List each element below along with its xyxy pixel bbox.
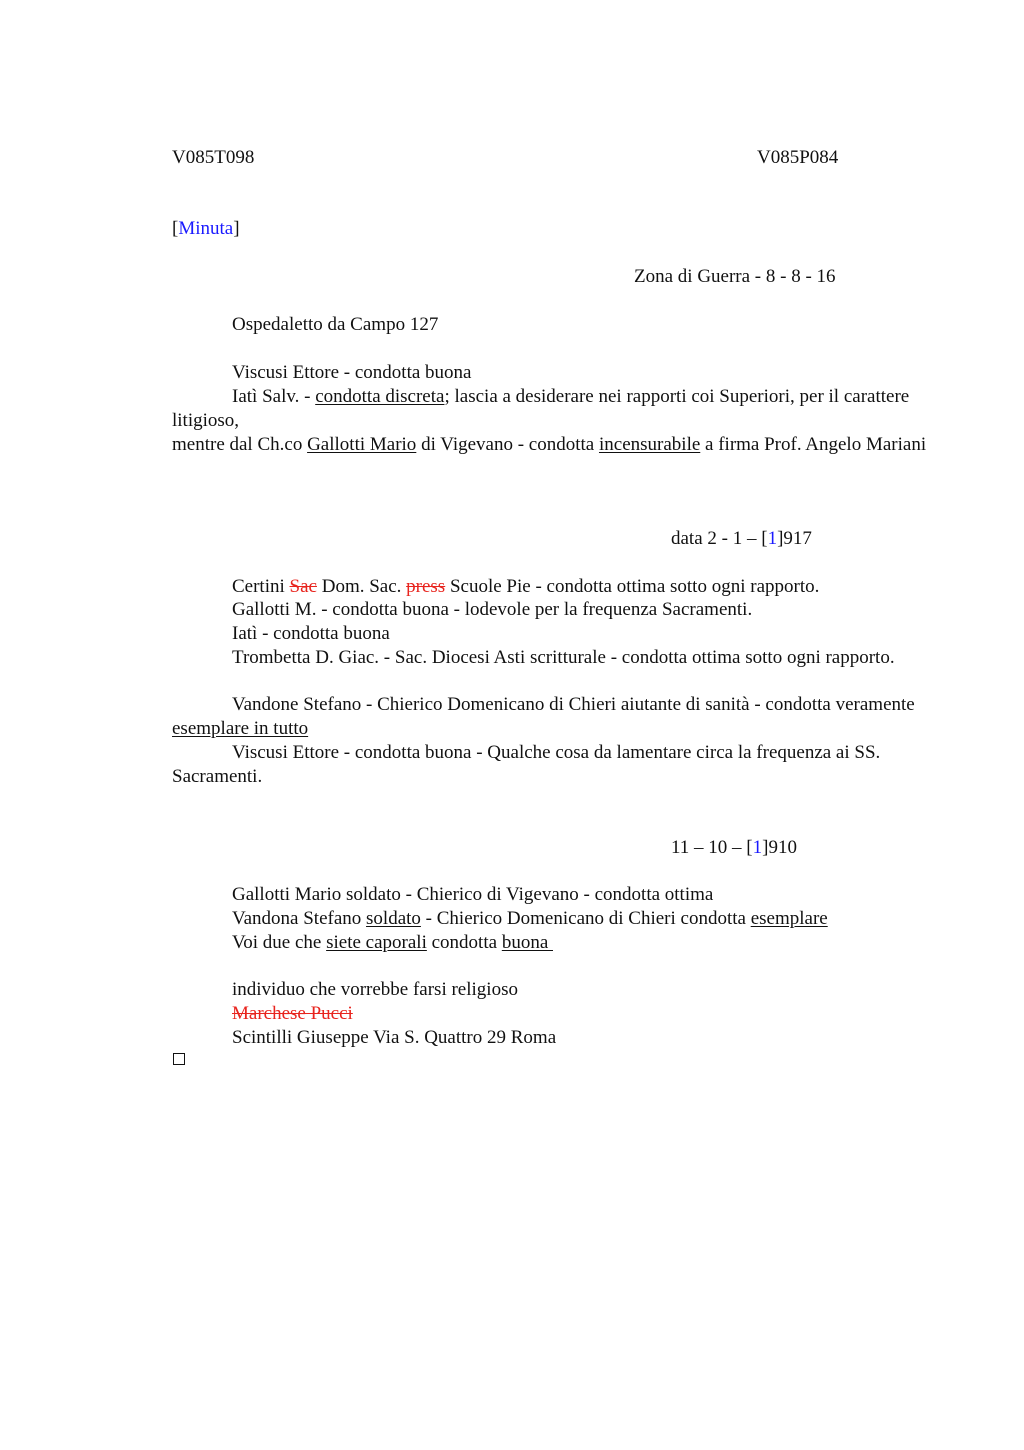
checkbox-icon bbox=[173, 1053, 185, 1065]
deleted-name: Marchese Pucci bbox=[232, 1003, 353, 1024]
report-line: Gallotti Mario soldato - Chierico di Vigevano - condotta ottima bbox=[232, 884, 714, 905]
note-line: individuo che vorrebbe farsi religioso bbox=[232, 979, 518, 1000]
section-date: 11 – 10 – [1]910 bbox=[671, 837, 797, 858]
report-line: Viscusi Ettore - condotta buona bbox=[232, 362, 472, 383]
report-line: Iatì - condotta buona bbox=[232, 623, 390, 644]
place-date: Zona di Guerra - 8 - 8 - 16 bbox=[634, 266, 836, 287]
address-line: Scintilli Giuseppe Via S. Quattro 29 Roma bbox=[232, 1027, 557, 1048]
minuta-label: [Minuta] bbox=[172, 218, 240, 239]
report-line: Viscusi Ettore - condotta buona - Qualche cosa da lamentare circa la frequenza ai SS. Sacramenti. bbox=[172, 742, 881, 787]
document-code-right: V085P084 bbox=[757, 147, 839, 168]
report-line: Vandona Stefano soldato - Chierico Domenicano di Chieri condotta esemplare bbox=[232, 908, 828, 929]
section-date: data 2 - 1 – [1]917 bbox=[671, 528, 812, 549]
report-line: Iatì Salv. - condotta discreta; lascia a desiderare nei rapporti coi Superiori, per il carattere litigioso, bbox=[172, 386, 910, 431]
report-line: Trombetta D. Giac. - Sac. Diocesi Asti scritturale - condotta ottima sotto ogni rapporto. bbox=[232, 647, 895, 668]
report-line: mentre dal Ch.co Gallotti Mario di Vigevano - condotta incensurabile a firma Prof. Angelo Mariani bbox=[172, 434, 927, 455]
report-line: Gallotti M. - condotta buona - lodevole per la frequenza Sacramenti. bbox=[232, 599, 753, 620]
document-code-left: V085T098 bbox=[172, 147, 255, 168]
hospital-name: Ospedaletto da Campo 127 bbox=[232, 314, 439, 335]
report-line: Certini Sac Dom. Sac. press Scuole Pie - condotta ottima sotto ogni rapporto. bbox=[232, 576, 820, 597]
report-line: Vandone Stefano - Chierico Domenicano di Chieri aiutante di sanità - condotta veramente esemplare in tutto bbox=[172, 694, 915, 739]
report-line: Voi due che siete caporali condotta buona bbox=[232, 932, 553, 953]
